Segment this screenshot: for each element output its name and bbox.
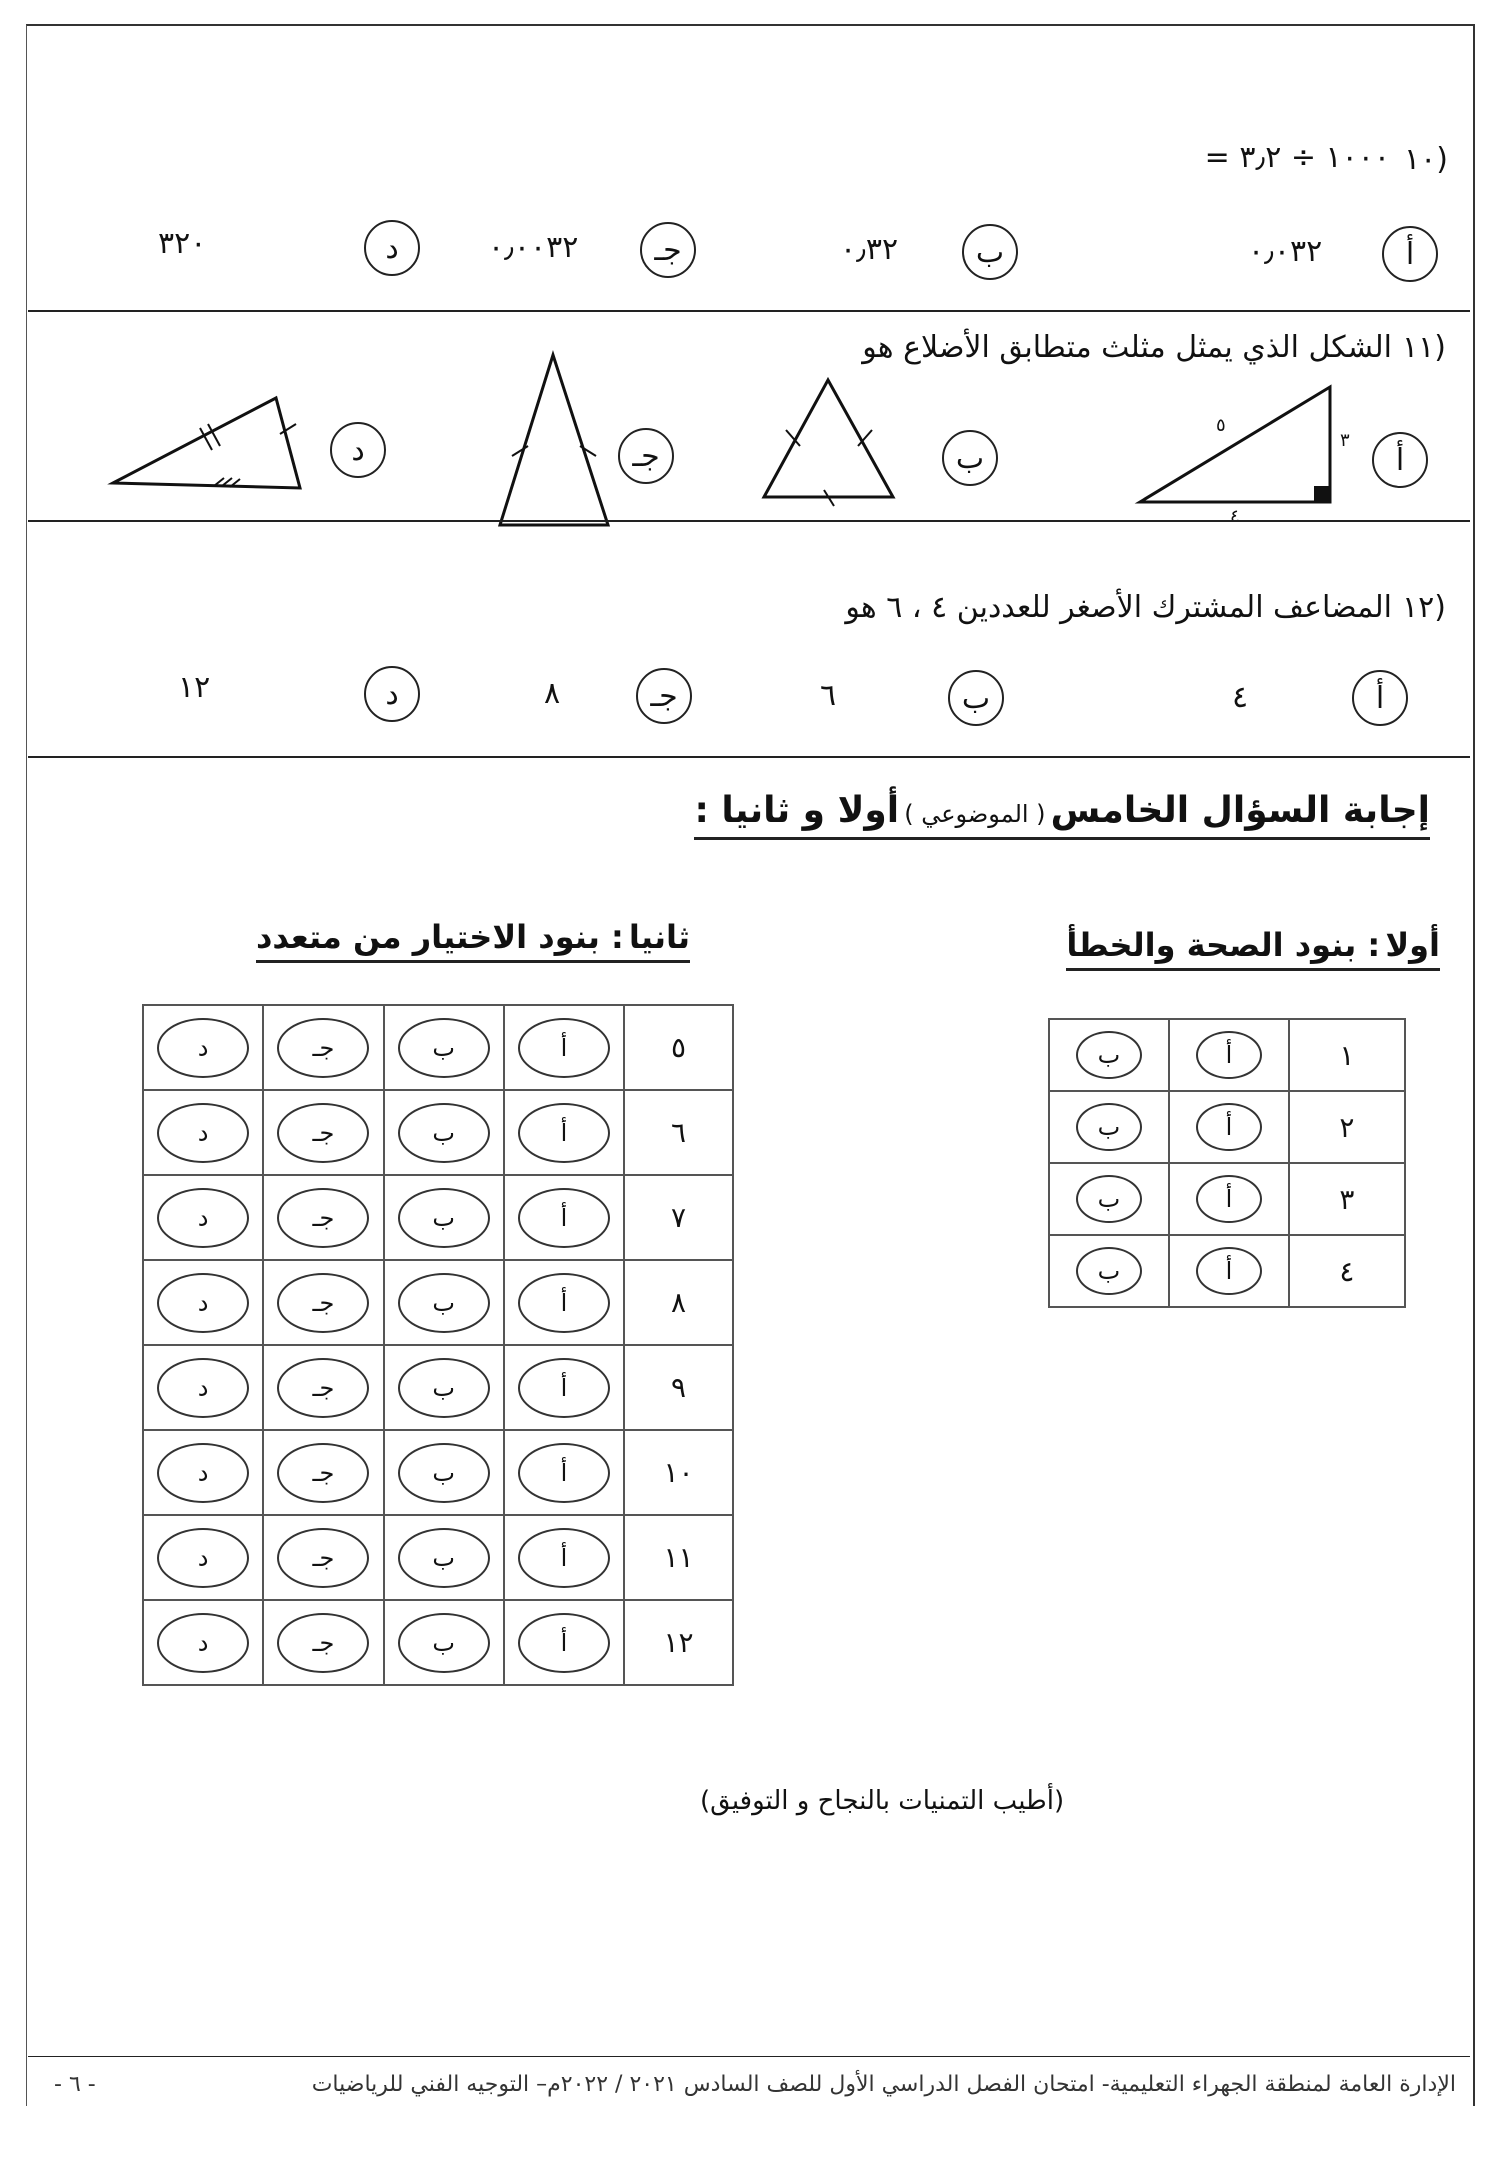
table-cell: [504, 1090, 624, 1175]
table-row: [143, 1260, 733, 1345]
q10-option-c-circle[interactable]: جـ: [640, 222, 696, 278]
mc-option-a[interactable]: أ: [518, 1188, 610, 1248]
mc-option-c[interactable]: جـ: [277, 1188, 369, 1248]
mc-option-b[interactable]: ب: [398, 1103, 490, 1163]
table-cell: [143, 1600, 263, 1685]
multiple-choice-heading-rest: : بنود الاختيار من متعدد: [255, 918, 624, 956]
q10-option-d-value: ٣٢٠: [158, 226, 207, 261]
q12-option-b-value: ٦: [820, 678, 837, 713]
table-row: [143, 1600, 733, 1685]
tf-option-b[interactable]: ب: [1076, 1103, 1142, 1151]
table-cell: [1049, 1091, 1169, 1163]
mc-option-b[interactable]: ب: [398, 1613, 490, 1673]
table-cell: [504, 1175, 624, 1260]
footer-text: الإدارة العامة لمنطقة الجهراء التعليمية- امتحان الفصل الدراسي الأول للصف السادس ٢٠٢١ / ٢٠٢٢م– التوجيه الفني للرياضيات: [311, 2072, 1456, 2097]
mc-row-number: ٩: [671, 1371, 687, 1404]
mc-option-b[interactable]: ب: [398, 1528, 490, 1588]
table-row: [1049, 1019, 1405, 1091]
answer-title-main: إجابة السؤال الخامس: [1050, 790, 1430, 831]
q11-option-d-circle[interactable]: د: [330, 422, 386, 478]
mc-option-d[interactable]: د: [157, 1528, 249, 1588]
mc-option-b[interactable]: ب: [398, 1358, 490, 1418]
mc-row-number: ١٢: [663, 1626, 694, 1659]
table-cell: [384, 1175, 504, 1260]
table-cell: [384, 1090, 504, 1175]
table-cell: [624, 1515, 733, 1600]
table-cell: [504, 1005, 624, 1090]
answer-title-paren: ( الموضوعي ): [904, 800, 1046, 828]
table-cell: [1049, 1019, 1169, 1091]
q11-triangles: [0, 0, 1500, 560]
q11-stem: الشكل الذي يمثل مثلث متطابق الأضلاع هو: [862, 330, 1392, 365]
mc-option-c[interactable]: جـ: [277, 1103, 369, 1163]
multiple-choice-heading: [256, 918, 690, 963]
tf-option-b[interactable]: ب: [1076, 1247, 1142, 1295]
table-row: [143, 1090, 733, 1175]
table-cell: [1169, 1235, 1289, 1307]
mc-option-d[interactable]: د: [157, 1358, 249, 1418]
equilateral-triangle-icon: [764, 380, 893, 506]
table-cell: [384, 1005, 504, 1090]
q10-stem: = ١٠٠٠ ÷ ٣٫٢: [1204, 140, 1390, 175]
tf-option-b[interactable]: ب: [1076, 1031, 1142, 1079]
mc-row-number: ٥: [671, 1031, 687, 1064]
divider: [28, 756, 1470, 758]
table-cell: [143, 1260, 263, 1345]
table-cell: [263, 1175, 383, 1260]
true-false-heading-bold: أولا: [1385, 926, 1440, 964]
table-cell: [624, 1175, 733, 1260]
table-cell: [624, 1345, 733, 1430]
table-cell: [504, 1600, 624, 1685]
closing-wishes: (أطيب التمنيات بالنجاح و التوفيق): [700, 1786, 1065, 1816]
tf-row-number: ٢: [1339, 1110, 1355, 1144]
mc-option-c[interactable]: جـ: [277, 1018, 369, 1078]
table-row: [1049, 1235, 1405, 1307]
table-cell: [384, 1600, 504, 1685]
q10-number: ١٠): [1404, 142, 1448, 177]
page-number: - ٦ -: [54, 2072, 96, 2097]
mc-option-c[interactable]: جـ: [277, 1273, 369, 1333]
tf-option-a[interactable]: أ: [1196, 1247, 1262, 1295]
q10-option-b-circle[interactable]: ب: [962, 224, 1018, 280]
tf-option-a[interactable]: أ: [1196, 1031, 1262, 1079]
table-cell: [1049, 1235, 1169, 1307]
tf-option-b[interactable]: ب: [1076, 1175, 1142, 1223]
mc-option-a[interactable]: أ: [518, 1443, 610, 1503]
table-cell: [384, 1345, 504, 1430]
answer-sheet-title: [694, 790, 1430, 840]
table-row: [143, 1005, 733, 1090]
mc-option-d[interactable]: د: [157, 1188, 249, 1248]
mc-row-number: ١٠: [663, 1456, 694, 1489]
mc-option-d[interactable]: د: [157, 1613, 249, 1673]
tf-option-a[interactable]: أ: [1196, 1175, 1262, 1223]
table-cell: [504, 1260, 624, 1345]
mc-row-number: ٧: [671, 1201, 687, 1234]
table-cell: [1169, 1019, 1289, 1091]
mc-option-b[interactable]: ب: [398, 1018, 490, 1078]
table-cell: [624, 1260, 733, 1345]
table-cell: [143, 1090, 263, 1175]
q11-number: ١١): [1402, 330, 1446, 365]
table-cell: [263, 1090, 383, 1175]
q12-number: ١٢): [1402, 590, 1446, 625]
table-cell: [504, 1515, 624, 1600]
mc-option-b[interactable]: ب: [398, 1443, 490, 1503]
q10-option-d-circle[interactable]: د: [364, 220, 420, 276]
scalene-triangle-icon: [113, 398, 300, 488]
mc-option-a[interactable]: أ: [518, 1358, 610, 1418]
footer-divider: [28, 2056, 1470, 2057]
mc-option-c[interactable]: جـ: [277, 1358, 369, 1418]
true-false-table: [1048, 1018, 1406, 1308]
table-cell: [624, 1600, 733, 1685]
multiple-choice-heading-bold: ثانيا: [628, 918, 690, 956]
table-cell: [504, 1345, 624, 1430]
mc-option-c[interactable]: جـ: [277, 1443, 369, 1503]
table-cell: [263, 1515, 383, 1600]
mc-option-d[interactable]: د: [157, 1018, 249, 1078]
q12-option-c-value: ٨: [544, 676, 561, 711]
q12-option-b-circle[interactable]: ب: [948, 670, 1004, 726]
q10-option-b-value: ٠٫٣٢: [840, 232, 899, 267]
multiple-choice-table: [142, 1004, 734, 1686]
mc-row-number: ٨: [671, 1286, 687, 1319]
table-row: [143, 1515, 733, 1600]
mc-option-a[interactable]: أ: [518, 1103, 610, 1163]
q10-option-a-circle[interactable]: أ: [1382, 226, 1438, 282]
q11-option-b-circle[interactable]: ب: [942, 430, 998, 486]
q11-option-a-circle[interactable]: أ: [1372, 432, 1428, 488]
table-cell: [624, 1430, 733, 1515]
divider: [28, 520, 1470, 522]
table-row: [1049, 1163, 1405, 1235]
true-false-heading-rest: : بنود الصحة والخطأ: [1066, 926, 1381, 964]
isosceles-triangle-icon: [500, 355, 608, 525]
table-cell: [624, 1090, 733, 1175]
table-cell: [384, 1430, 504, 1515]
table-row: [1049, 1091, 1405, 1163]
mc-option-b[interactable]: ب: [398, 1273, 490, 1333]
answer-title-tail: أولا و ثانيا :: [694, 790, 900, 831]
q12-stem: المضاعف المشترك الأصغر للعددين ٤ ، ٦ هو: [845, 590, 1392, 625]
table-row: [143, 1430, 733, 1515]
mc-option-a[interactable]: أ: [518, 1273, 610, 1333]
mc-option-a[interactable]: أ: [518, 1528, 610, 1588]
table-cell: [263, 1430, 383, 1515]
mc-option-c[interactable]: جـ: [277, 1613, 369, 1673]
table-row: [143, 1345, 733, 1430]
q12-option-d-value: ١٢: [178, 670, 211, 705]
triangle-a-leg-label: ٣: [1340, 430, 1350, 451]
table-cell: [143, 1345, 263, 1430]
triangle-a-base-label: ٤: [1230, 506, 1240, 527]
table-cell: [143, 1430, 263, 1515]
q11-option-c-circle[interactable]: جـ: [618, 428, 674, 484]
table-cell: [624, 1005, 733, 1090]
table-cell: [1289, 1091, 1405, 1163]
table-cell: [1169, 1091, 1289, 1163]
mc-option-b[interactable]: ب: [398, 1188, 490, 1248]
mc-option-a[interactable]: أ: [518, 1018, 610, 1078]
table-cell: [263, 1600, 383, 1685]
q12-option-a-circle[interactable]: أ: [1352, 670, 1408, 726]
q12-option-c-circle[interactable]: جـ: [636, 668, 692, 724]
table-row: [143, 1175, 733, 1260]
true-false-heading: [1066, 926, 1440, 971]
right-triangle-icon: [1140, 387, 1330, 502]
tf-row-number: ٤: [1339, 1254, 1355, 1288]
tf-option-a[interactable]: أ: [1196, 1103, 1262, 1151]
mc-option-d[interactable]: د: [157, 1273, 249, 1333]
q10-option-a-value: ٠٫٠٣٢: [1248, 234, 1323, 269]
table-cell: [143, 1175, 263, 1260]
mc-row-number: ٦: [671, 1116, 687, 1149]
q12-option-a-value: ٤: [1232, 680, 1249, 715]
table-cell: [384, 1260, 504, 1345]
table-cell: [504, 1430, 624, 1515]
mc-option-d[interactable]: د: [157, 1443, 249, 1503]
table-cell: [263, 1005, 383, 1090]
table-cell: [143, 1005, 263, 1090]
table-cell: [143, 1515, 263, 1600]
table-cell: [1169, 1163, 1289, 1235]
mc-option-c[interactable]: جـ: [277, 1528, 369, 1588]
tf-row-number: ١: [1339, 1038, 1355, 1072]
table-cell: [263, 1260, 383, 1345]
mc-option-a[interactable]: أ: [518, 1613, 610, 1673]
q12-option-d-circle[interactable]: د: [364, 666, 420, 722]
table-cell: [1289, 1163, 1405, 1235]
mc-row-number: ١١: [663, 1541, 694, 1574]
tf-row-number: ٣: [1339, 1182, 1355, 1216]
mc-option-d[interactable]: د: [157, 1103, 249, 1163]
triangle-a-hyp-label: ٥: [1216, 415, 1226, 436]
table-cell: [1049, 1163, 1169, 1235]
table-cell: [1289, 1235, 1405, 1307]
table-cell: [384, 1515, 504, 1600]
q10-option-c-value: ٠٫٠٠٣٢: [488, 230, 579, 265]
table-cell: [1289, 1019, 1405, 1091]
table-cell: [263, 1345, 383, 1430]
